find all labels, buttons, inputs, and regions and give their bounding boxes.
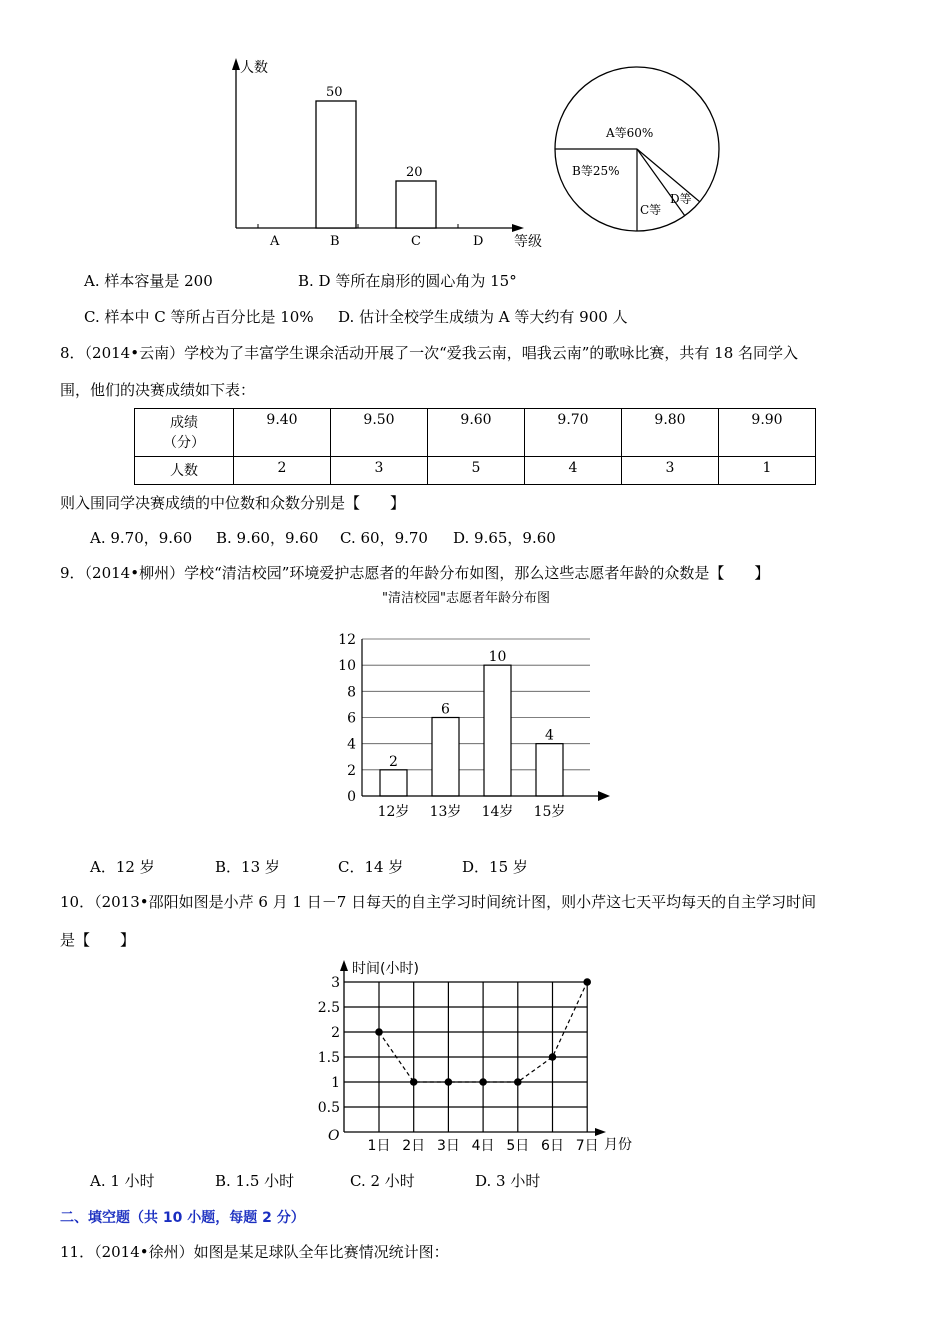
q7-option-a: A. 样本容量是 200 [84,272,213,290]
q10-xtick-label: 6日 [541,1138,564,1154]
q10-xtick-label: 3日 [436,1138,460,1154]
q9-category-label: 13岁 [429,804,462,820]
q10-option-c: C. 2 小时 [350,1172,415,1190]
q8-option-a: A. 9.70，9.60 [90,529,193,547]
q7-pie-chart [550,62,725,242]
q10-stem-line1: 10．（2013•邵阳如图是小芹 6 月 1 日－7 日每天的自主学习时间统计图，则小芹这七天平均每天的自主学习时间 [60,893,817,911]
q7-bar-label-c: 20 [406,165,423,180]
q7-bar-cat-b: B [330,234,340,249]
q8-stem-line2: 围，他们的决赛成绩如下表： [60,381,256,399]
q10-ytick-label: 1 [331,1075,340,1091]
q7-bar-cat-c: C [411,234,421,249]
q9-x-arrow-icon [598,791,610,801]
q10-data-point [375,1028,383,1036]
q10-data-point [514,1078,522,1086]
q10-data-point [583,978,591,986]
q9-bar-value-label: 6 [441,701,450,718]
q7-pie-label-d: D等 [670,192,692,206]
q7-bar-c [396,181,436,228]
q7-bar-cat-a: A [270,234,280,249]
q8-table-count-cell: 2 [234,457,331,485]
table-row [135,409,816,457]
q9-ytick-label: 6 [347,710,356,727]
q9-ytick-label: 8 [347,684,356,701]
q7-option-b: B. D 等所在扇形的圆心角为 15° [298,272,517,290]
q9-bar-value-label: 2 [389,753,398,770]
q10-xtick-label: 5日 [506,1138,530,1154]
q8-question: 则入围同学决赛成绩的中位数和众数分别是【 】 [60,494,406,512]
q8-table-score-cell: 9.40 [234,409,331,457]
q10-origin-label: O [328,1128,340,1144]
q8-table-count-cell: 1 [719,457,816,485]
table-row [135,457,816,485]
q8-table-count-cell: 5 [428,457,525,485]
q7-pie-label-b: B等25% [572,164,620,178]
q9-ytick-label: 12 [338,632,356,648]
q7-bar-b [316,101,356,228]
q9-bar [380,770,407,796]
q10-data-point [549,1053,557,1061]
q9-option-a: A．12 岁 [90,858,155,876]
q8-option-d: D. 9.65，9.60 [453,529,556,547]
section-heading-fill-in: 二、填空题（共 10 小题，每题 2 分） [60,1210,305,1226]
q11-stem: 11．（2014•徐州）如图是某足球队全年比赛情况统计图： [60,1243,449,1261]
q9-category-label: 15岁 [533,804,566,820]
q10-data-point [410,1078,418,1086]
q7-option-d: D. 估计全校学生成绩为 A 等大约有 900 人 [338,308,628,326]
q7-pie-label-a: A等60% [606,126,654,140]
q9-bar-value-label: 4 [545,727,554,744]
q9-option-b: B．13 岁 [215,858,280,876]
q8-table-score-cell: 9.80 [622,409,719,457]
q10-xtick-label: 7日 [575,1138,599,1154]
q10-xtick-label: 2日 [402,1138,426,1154]
q8-table-score-cell: 9.70 [525,409,622,457]
q10-data-point [479,1078,487,1086]
q8-option-c: C. 60，9.70 [340,529,428,547]
q8-table-header-count: 人数 [135,457,234,485]
q9-option-d: D．15 岁 [462,858,528,876]
q10-xtick-label: 4日 [471,1138,495,1154]
q9-bar [484,665,511,796]
q8-table-count-cell: 4 [525,457,622,485]
q9-bar [536,744,563,796]
q10-data-point [445,1078,453,1086]
q9-bar [432,718,459,797]
q9-ytick-label: 10 [338,658,356,675]
q10-xtick-label: 1日 [367,1138,391,1154]
q10-xlabel: 月份 [604,1137,632,1153]
q9-ytick-label: 0 [347,789,356,805]
q9-bar-value-label: 10 [488,649,507,666]
q8-table-score-cell: 9.90 [719,409,816,457]
q8-option-b: B. 9.60，9.60 [216,529,319,547]
q8-score-table [134,408,816,485]
q8-table-count-cell: 3 [331,457,428,485]
q9-age-bar-chart [330,585,620,825]
q7-bar-xlabel: 等级 [514,234,542,250]
q8-stem-line1: 8．（2014•云南）学校为了丰富学生课余活动开展了一次“爱我云南，唱我云南”的歌咏比赛，共有 18 名同学入 [60,344,799,362]
q10-ytick-label: 1.5 [317,1050,340,1066]
q10-option-a: A. 1 小时 [90,1172,155,1190]
q8-table-count-cell: 3 [622,457,719,485]
q7-bar-cat-d: D [473,234,484,249]
q10-ytick-label: 2.5 [317,1000,340,1016]
q8-table-score-cell: 9.60 [428,409,525,457]
q7-bar-ylabel: 人数 [240,60,268,76]
q10-option-b: B. 1.5 小时 [215,1172,295,1190]
q10-stem-line2: 是【 】 [60,931,136,949]
q9-option-c: C．14 岁 [338,858,404,876]
q8-table-score-cell: 9.50 [331,409,428,457]
q7-option-c: C. 样本中 C 等所占百分比是 10% [84,308,314,326]
q7-bar-chart [220,50,560,255]
q9-category-label: 14岁 [481,804,514,820]
q10-study-time-line-chart [310,955,670,1155]
q7-pie-label-c: C等 [640,203,662,217]
q7-bar-y-arrow-icon [232,58,240,70]
q10-ytick-label: 2 [331,1025,340,1041]
q8-table-header-score-a: 成绩 [170,415,198,431]
q7-bar-label-b: 50 [326,85,343,100]
q9-stem: 9．（2014•柳州）学校“清洁校园”环境爱护志愿者的年龄分布如图，那么这些志愿者年龄的众数是【 】 [60,564,770,582]
q9-ytick-label: 4 [347,736,356,753]
q10-ytick-label: 3 [331,975,340,991]
q10-ytick-label: 0.5 [317,1100,340,1116]
q8-table-header-score-b: （分） [163,435,205,451]
q10-ylabel: 时间(小时) [352,961,419,977]
q10-option-d: D. 3 小时 [475,1172,541,1190]
q10-y-arrow-icon [340,960,348,971]
q9-ytick-label: 2 [347,762,356,779]
q9-category-label: 12岁 [377,804,410,820]
q7-bar-x-arrow-icon [512,224,524,232]
q10-x-arrow-icon [595,1128,606,1136]
q8-table-header-score [135,409,234,457]
q9-chart-title: "清洁校园"志愿者年龄分布图 [382,591,550,606]
